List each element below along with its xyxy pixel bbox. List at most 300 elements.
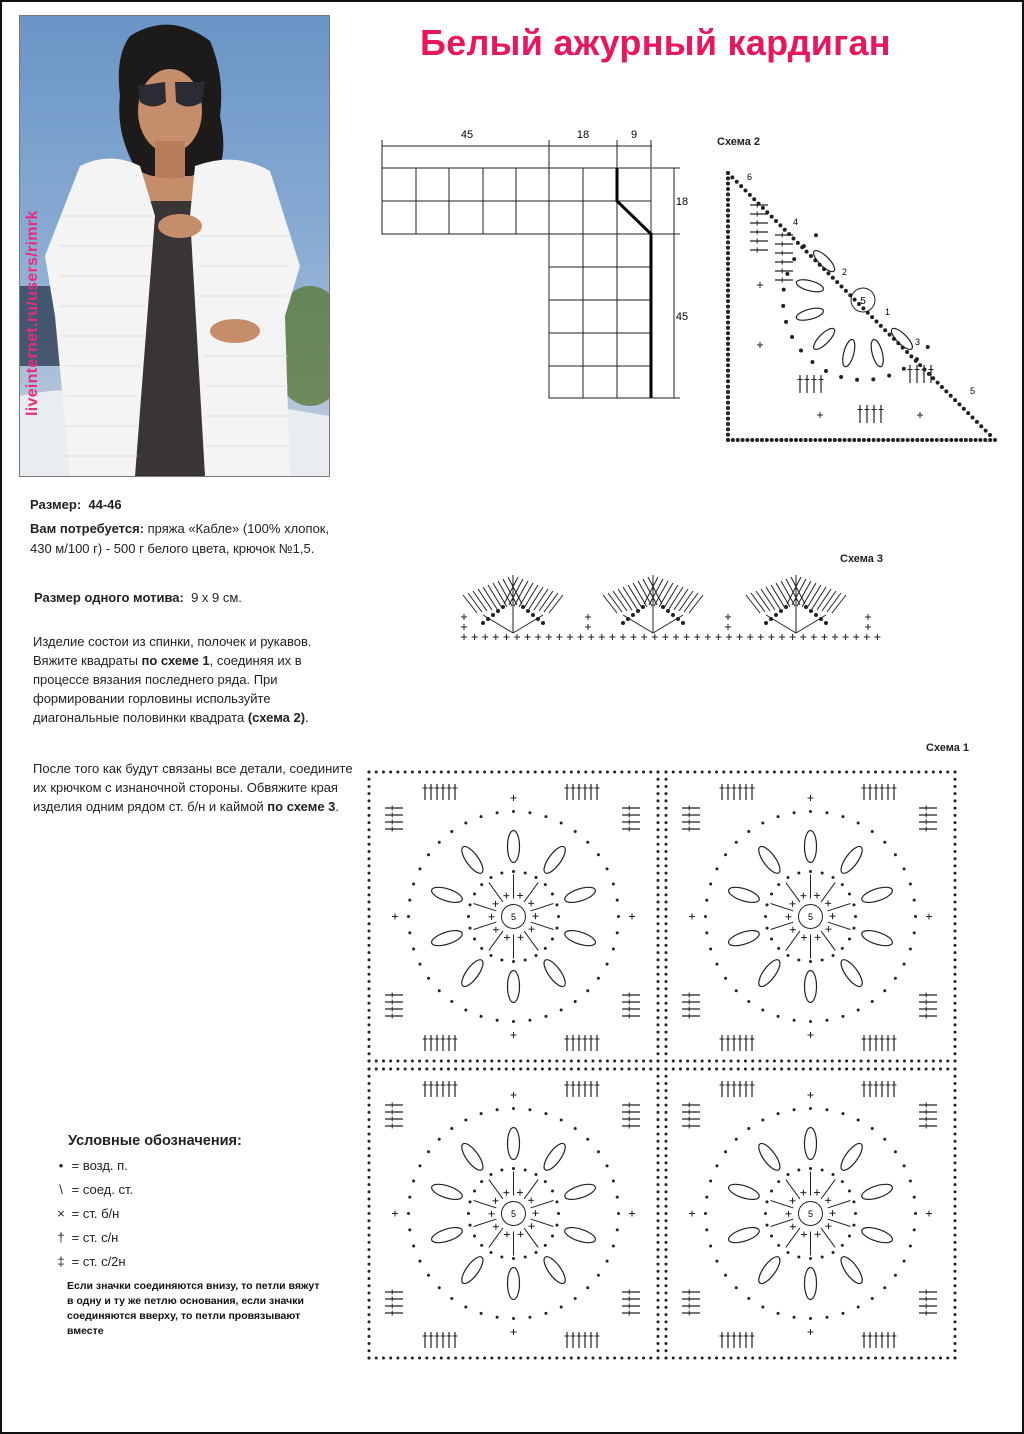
chain-stitch-mark [946,1068,949,1071]
chain-stitch-mark [765,439,768,442]
chain-stitch-mark [512,1020,515,1023]
chain-stitch-mark [450,830,453,833]
chain-stitch-mark [921,439,924,442]
petal-cluster [508,971,520,1003]
double-crochet-mark [489,931,503,950]
chain-stitch-mark [802,1060,805,1063]
chain-stitch-mark [730,1068,733,1071]
legend-label: = возд. п. [71,1158,128,1173]
chain-stitch-mark [823,771,826,774]
chain-stitch-mark [613,1060,616,1063]
chain-stitch-mark [526,1060,529,1063]
chain-stitch-mark [500,958,503,961]
chain-stitch-mark [557,915,560,918]
fan-scallop [463,575,563,633]
chain-stitch-mark [727,321,730,324]
photo-watermark[interactable]: liveinternet.ru/users/rimrk [24,210,41,416]
chain-stitch-mark [368,1328,371,1331]
treble-crochet-mark [664,585,678,608]
chain-stitch-mark [616,899,619,902]
chain-stitch-mark [665,893,668,896]
chain-stitch-mark [727,337,730,340]
chain-stitch-mark [777,1180,780,1183]
scheme3-ref: по схеме 3 [267,799,336,814]
chain-stitch-mark [368,1176,371,1179]
double-crochet-mark [828,904,851,911]
chain-stitch-mark [954,980,957,983]
chain-stitch-mark [665,1270,668,1273]
chain-stitch-mark [871,830,874,833]
chain-stitch-mark [368,850,371,853]
chain-stitch-mark [396,771,399,774]
double-crochet-mark [489,1180,503,1199]
chain-stitch-mark [665,1089,668,1092]
chain-stitch-mark [480,1312,483,1315]
scheme1-ref: по схеме 1 [141,653,210,668]
petal-cluster [805,831,817,863]
chain-stitch-mark [657,879,660,882]
chain-stitch-mark [909,947,912,950]
chain-stitch-mark [809,1317,812,1320]
chain-stitch-mark [584,1357,587,1360]
motif-size-label: Размер одного мотива: [34,590,184,605]
chain-stitch-mark [844,289,847,292]
chain-stitch-mark [954,399,957,402]
chain-stitch-mark [368,1198,371,1201]
chain-stitch-mark [903,1357,906,1360]
chain-stitch-mark [368,879,371,882]
chain-stitch-mark [563,771,566,774]
treble-crochet-mark [549,595,563,613]
chain-stitch-mark [782,304,785,307]
chain-stitch-mark [727,241,730,244]
chain-stitch-mark [954,958,957,961]
chain-stitch-mark [954,1045,957,1048]
chain-stitch-mark [519,1068,522,1071]
chain-stitch-mark [544,1244,547,1247]
chain-stitch-mark [591,1357,594,1360]
chain-stitch-mark [657,1219,660,1222]
chain-stitch-mark [686,1357,689,1360]
treble-crochet-mark [618,589,632,610]
chain-stitch-mark [954,1255,957,1258]
chain-stitch-mark [780,610,783,613]
petal-cluster [540,1140,569,1173]
chain-stitch-mark [872,378,875,381]
chain-stitch-mark [606,1068,609,1071]
chain-stitch-mark [476,1068,479,1071]
chain-stitch-mark [785,439,788,442]
chain-stitch-mark [782,288,785,291]
treble-crochet-mark [679,591,693,611]
chain-stitch-mark [535,876,538,879]
chain-stitch-mark [657,1306,660,1309]
chain-stitch-mark [848,1190,851,1193]
chain-stitch-mark [665,1104,668,1107]
chain-stitch-mark [519,1357,522,1360]
chain-stitch-mark [940,385,943,388]
chain-stitch-mark [612,1244,615,1247]
treble-crochet-mark [822,591,836,611]
chain-stitch-mark [917,771,920,774]
scheme2-ref: (схема 2) [247,710,306,725]
chain-stitch-mark [599,1068,602,1071]
chain-stitch-mark [797,872,800,875]
cardigan-photo [19,15,330,477]
chain-stitch-mark [709,1244,712,1247]
chain-stitch-mark [766,1357,769,1360]
chain-stitch-mark [954,778,957,781]
chain-stitch-mark [917,1060,920,1063]
chain-stitch-mark [856,378,859,381]
chain-stitch-mark [672,614,675,617]
chain-stitch-mark [747,830,750,833]
petal-cluster [563,927,597,948]
chain-stitch-mark [665,1052,668,1055]
chain-stitch-mark [838,1357,841,1360]
chain-stitch-mark [797,958,800,961]
chain-stitch-mark [534,771,537,774]
chain-stitch-mark [751,439,754,442]
chain-stitch-mark [617,915,620,918]
chain-stitch-mark [799,439,802,442]
chain-stitch-mark [797,1255,800,1258]
chain-stitch-mark [368,1248,371,1251]
chain-stitch-mark [727,316,730,319]
chain-stitch-mark [785,606,788,609]
chain-stitch-mark [657,994,660,997]
chain-stitch-mark [954,1241,957,1244]
chain-stitch-mark [860,1357,863,1360]
treble-crochet-mark [524,585,538,608]
chain-stitch-mark [500,1169,503,1172]
chain-stitch-mark [657,1009,660,1012]
double-crochet-icon: † [57,1230,65,1245]
chain-stitch-mark [657,966,660,969]
chain-stitch-mark [665,771,668,774]
petal-cluster [755,957,784,990]
chain-stitch-mark [665,799,668,802]
chain-stitch-mark [667,610,670,613]
chain-stitch-mark [793,1108,796,1111]
chain-stitch-mark [657,987,660,990]
chain-stitch-mark [454,771,457,774]
chain-stitch-mark [954,828,957,831]
chain-stitch-mark [665,901,668,904]
materials-spec [30,519,330,559]
double-crochet-mark [531,1219,554,1226]
chain-stitch-mark [831,771,834,774]
chain-stitch-mark [874,1068,877,1071]
chain-stitch-mark [469,1224,472,1227]
chain-stitch-mark [853,298,856,301]
chain-stitch-mark [433,1060,436,1063]
chain-stitch-mark [787,1173,790,1176]
chain-stitch-mark [730,1357,733,1360]
chain-stitch-mark [498,1357,501,1360]
chain-stitch-mark [665,944,668,947]
chain-stitch-mark [896,439,899,442]
chain-stitch-mark [620,1357,623,1360]
chain-stitch-mark [821,1169,824,1172]
chain-stitch-mark [606,963,609,966]
chain-stitch-mark [979,439,982,442]
chain-stitch-mark [761,1009,764,1012]
chain-stitch-mark [492,614,495,617]
double-crochet-mark [786,931,800,950]
chain-stitch-mark [541,771,544,774]
chain-stitch-mark [557,1212,560,1215]
double-crochet-mark [828,922,851,929]
chain-stitch-mark [770,439,773,442]
chain-stitch-mark [946,1357,949,1360]
petal-cluster [508,831,520,863]
chain-stitch-mark [657,901,660,904]
treble-crochet-mark [519,583,533,607]
chain-stitch-mark [867,771,870,774]
chain-stitch-mark [954,922,957,925]
chain-stitch-mark [727,257,730,260]
chain-stitch-mark [657,1270,660,1273]
chain-stitch-mark [528,1019,531,1022]
chain-stitch-mark [665,958,668,961]
petal-cluster [795,277,825,294]
chain-stitch-mark [464,1009,467,1012]
chain-stitch-mark [954,821,957,824]
chain-stitch-mark [727,214,730,217]
chain-stitch-mark [490,876,493,879]
chain-stitch-mark [954,1104,957,1107]
chain-stitch-mark [888,1060,891,1063]
chain-stitch-mark [555,1357,558,1360]
chain-stitch-mark [665,1299,668,1302]
chain-stitch-mark [551,893,554,896]
chain-stitch-mark [555,927,558,930]
chain-stitch-mark [967,412,970,415]
chain-stitch-mark [969,439,972,442]
chain-stitch-mark [715,1068,718,1071]
treble-crochet-mark [659,583,673,607]
double-crochet-mark [474,1201,497,1208]
chain-stitch-mark [657,1328,660,1331]
chain-stitch-mark [665,1161,668,1164]
chain-stitch-mark [932,1357,935,1360]
chain-stitch-mark [954,799,957,802]
chain-stitch-mark [779,224,782,227]
chain-stitch-mark [989,439,992,442]
assembly-diagram [372,120,702,410]
chain-stitch-mark [665,1038,668,1041]
chain-stitch-mark [597,1274,600,1277]
chain-stitch-mark [368,922,371,925]
chain-stitch-mark [412,883,415,886]
chain-stitch-mark [954,1118,957,1121]
chain-stitch-mark [954,973,957,976]
chain-stitch-mark [597,977,600,980]
chain-stitch-mark [382,771,385,774]
chain-stitch-mark [888,374,891,377]
chain-stitch-mark [649,1357,652,1360]
chain-stitch-mark [368,1038,371,1041]
chain-stitch-mark [777,947,780,950]
chain-stitch-mark [665,1263,668,1266]
legend-item [54,1158,128,1173]
chain-stitch-mark [727,422,730,425]
chain-stitch-mark [773,1357,776,1360]
chain-stitch-mark [368,1111,371,1114]
chain-stitch-mark [427,1274,430,1277]
chain-stitch-mark [857,821,860,824]
chain-stitch-mark [805,606,808,609]
legend-label: = ст. с/н [71,1230,119,1245]
chain-stitch-mark [709,1180,712,1183]
chain-stitch-mark [917,1068,920,1071]
chain-stitch-mark [464,1306,467,1309]
chain-stitch-mark [960,439,963,442]
chain-stitch-mark [845,771,848,774]
chain-stitch-mark [657,1176,660,1179]
row-number: 4 [793,217,799,227]
chain-stitch-mark [954,1328,957,1331]
chain-stitch-mark [599,771,602,774]
chain-stitch-mark [838,1060,841,1063]
chain-stitch-mark [418,867,421,870]
chain-stitch-mark [906,439,909,442]
chain-stitch-mark [657,1045,660,1048]
chain-stitch-mark [544,1015,547,1018]
motif-square [368,1068,660,1360]
petal-cluster [805,1128,817,1160]
chain-stitch-mark [665,1060,668,1063]
chain-stitch-mark [770,1235,773,1238]
chain-stitch-mark [620,1060,623,1063]
chain-stitch-mark [751,1068,754,1071]
chain-stitch-mark [657,944,660,947]
ring-label: 5 [510,1209,517,1219]
chain-stitch-mark [679,1060,682,1063]
chain-stitch-mark [727,364,730,367]
chain-stitch-mark [657,1031,660,1034]
chain-stitch-mark [809,810,812,813]
chain-stitch-mark [894,853,897,856]
chain-stitch-mark [881,1068,884,1071]
chain-stitch-mark [389,1357,392,1360]
scheme2-diagram [720,165,1010,450]
chain-stitch-mark [665,828,668,831]
dim-label: 45 [460,129,474,141]
chain-stitch-mark [939,1060,942,1063]
chain-stitch-mark [994,439,997,442]
double-crochet-mark [489,883,503,902]
chain-stitch-mark [657,980,660,983]
chain-stitch-mark [512,1357,515,1360]
chain-stitch-mark [496,811,499,814]
chain-stitch-mark [368,1212,371,1215]
chain-stitch-mark [389,1068,392,1071]
chain-stitch-mark [932,1068,935,1071]
instr-text: , соединяя их в процессе вязания последнего ряда. При формировании горловины используйте диагональные половинки квадрата [33,653,302,725]
chain-stitch-mark [903,771,906,774]
chain-stitch-mark [657,1154,660,1157]
chain-stitch-mark [657,1313,660,1316]
chain-stitch-mark [480,883,483,886]
chain-stitch-mark [368,929,371,932]
chain-stitch-mark [657,1133,660,1136]
chain-stitch-mark [467,1212,470,1215]
petal-cluster [540,1254,569,1287]
petal-cluster [563,884,597,905]
chain-stitch-mark [932,1060,935,1063]
chain-stitch-mark [871,1000,874,1003]
chain-stitch-mark [888,771,891,774]
chain-stitch-mark [454,1068,457,1071]
chain-stitch-mark [480,947,483,950]
chain-stitch-mark [665,973,668,976]
chain-stitch-mark [841,1312,844,1315]
chain-stitch-mark [954,937,957,940]
petal-cluster [458,1140,487,1173]
chain-stitch-mark [368,864,371,867]
chain-stitch-mark [368,1052,371,1055]
chain-stitch-mark [570,771,573,774]
chain-stitch-mark [686,771,689,774]
chain-stitch-mark [954,1342,957,1345]
chain-stitch-mark [657,1023,660,1026]
chain-stitch-mark [551,938,554,941]
chain-stitch-mark [954,1357,957,1360]
chain-stitch-mark [841,1180,844,1183]
chain-stitch-mark [975,420,978,423]
chain-stitch-mark [665,1031,668,1034]
chain-stitch-mark [727,177,730,180]
chain-stitch-mark [894,1150,897,1153]
chain-stitch-mark [657,1291,660,1294]
chain-stitch-mark [496,1108,499,1111]
chain-stitch-mark [408,1228,411,1231]
chain-stitch-mark [860,1068,863,1071]
chain-stitch-mark [841,815,844,818]
petal-cluster [430,927,464,948]
chain-stitch-mark [512,1167,515,1170]
legend-note: Если значки соединяются внизу, то петли вяжут в одну и ту же петлю основания, если значки соединяются вверху, то петли провязывают вместе [67,1280,320,1337]
row-number: 1 [885,307,891,317]
chain-stitch-mark [872,439,875,442]
chain-stitch-mark [408,1196,411,1199]
chain-stitch-mark [954,1089,957,1092]
chain-stitch-mark [642,606,645,609]
chain-stitch-mark [954,1052,957,1055]
chain-stitch-mark [490,1060,493,1063]
chain-stitch-mark [727,198,730,201]
chain-stitch-mark [809,1107,812,1110]
size-label: Размер: [30,497,82,512]
chain-stitch-mark [375,1068,378,1071]
scheme2-label: Схема 2 [717,136,761,148]
chain-stitch-mark [958,403,961,406]
chain-stitch-mark [524,1255,527,1258]
chain-stitch-mark [382,1357,385,1360]
chain-stitch-mark [780,1068,783,1071]
chain-stitch-mark [662,606,665,609]
chain-stitch-mark [665,857,668,860]
chain-stitch-mark [368,958,371,961]
chain-stitch-mark [862,439,865,442]
chain-stitch-mark [825,1019,828,1022]
chain-stitch-mark [825,811,828,814]
chain-stitch-mark [910,1357,913,1360]
chain-stitch-mark [649,1060,652,1063]
legend-item [54,1254,126,1269]
